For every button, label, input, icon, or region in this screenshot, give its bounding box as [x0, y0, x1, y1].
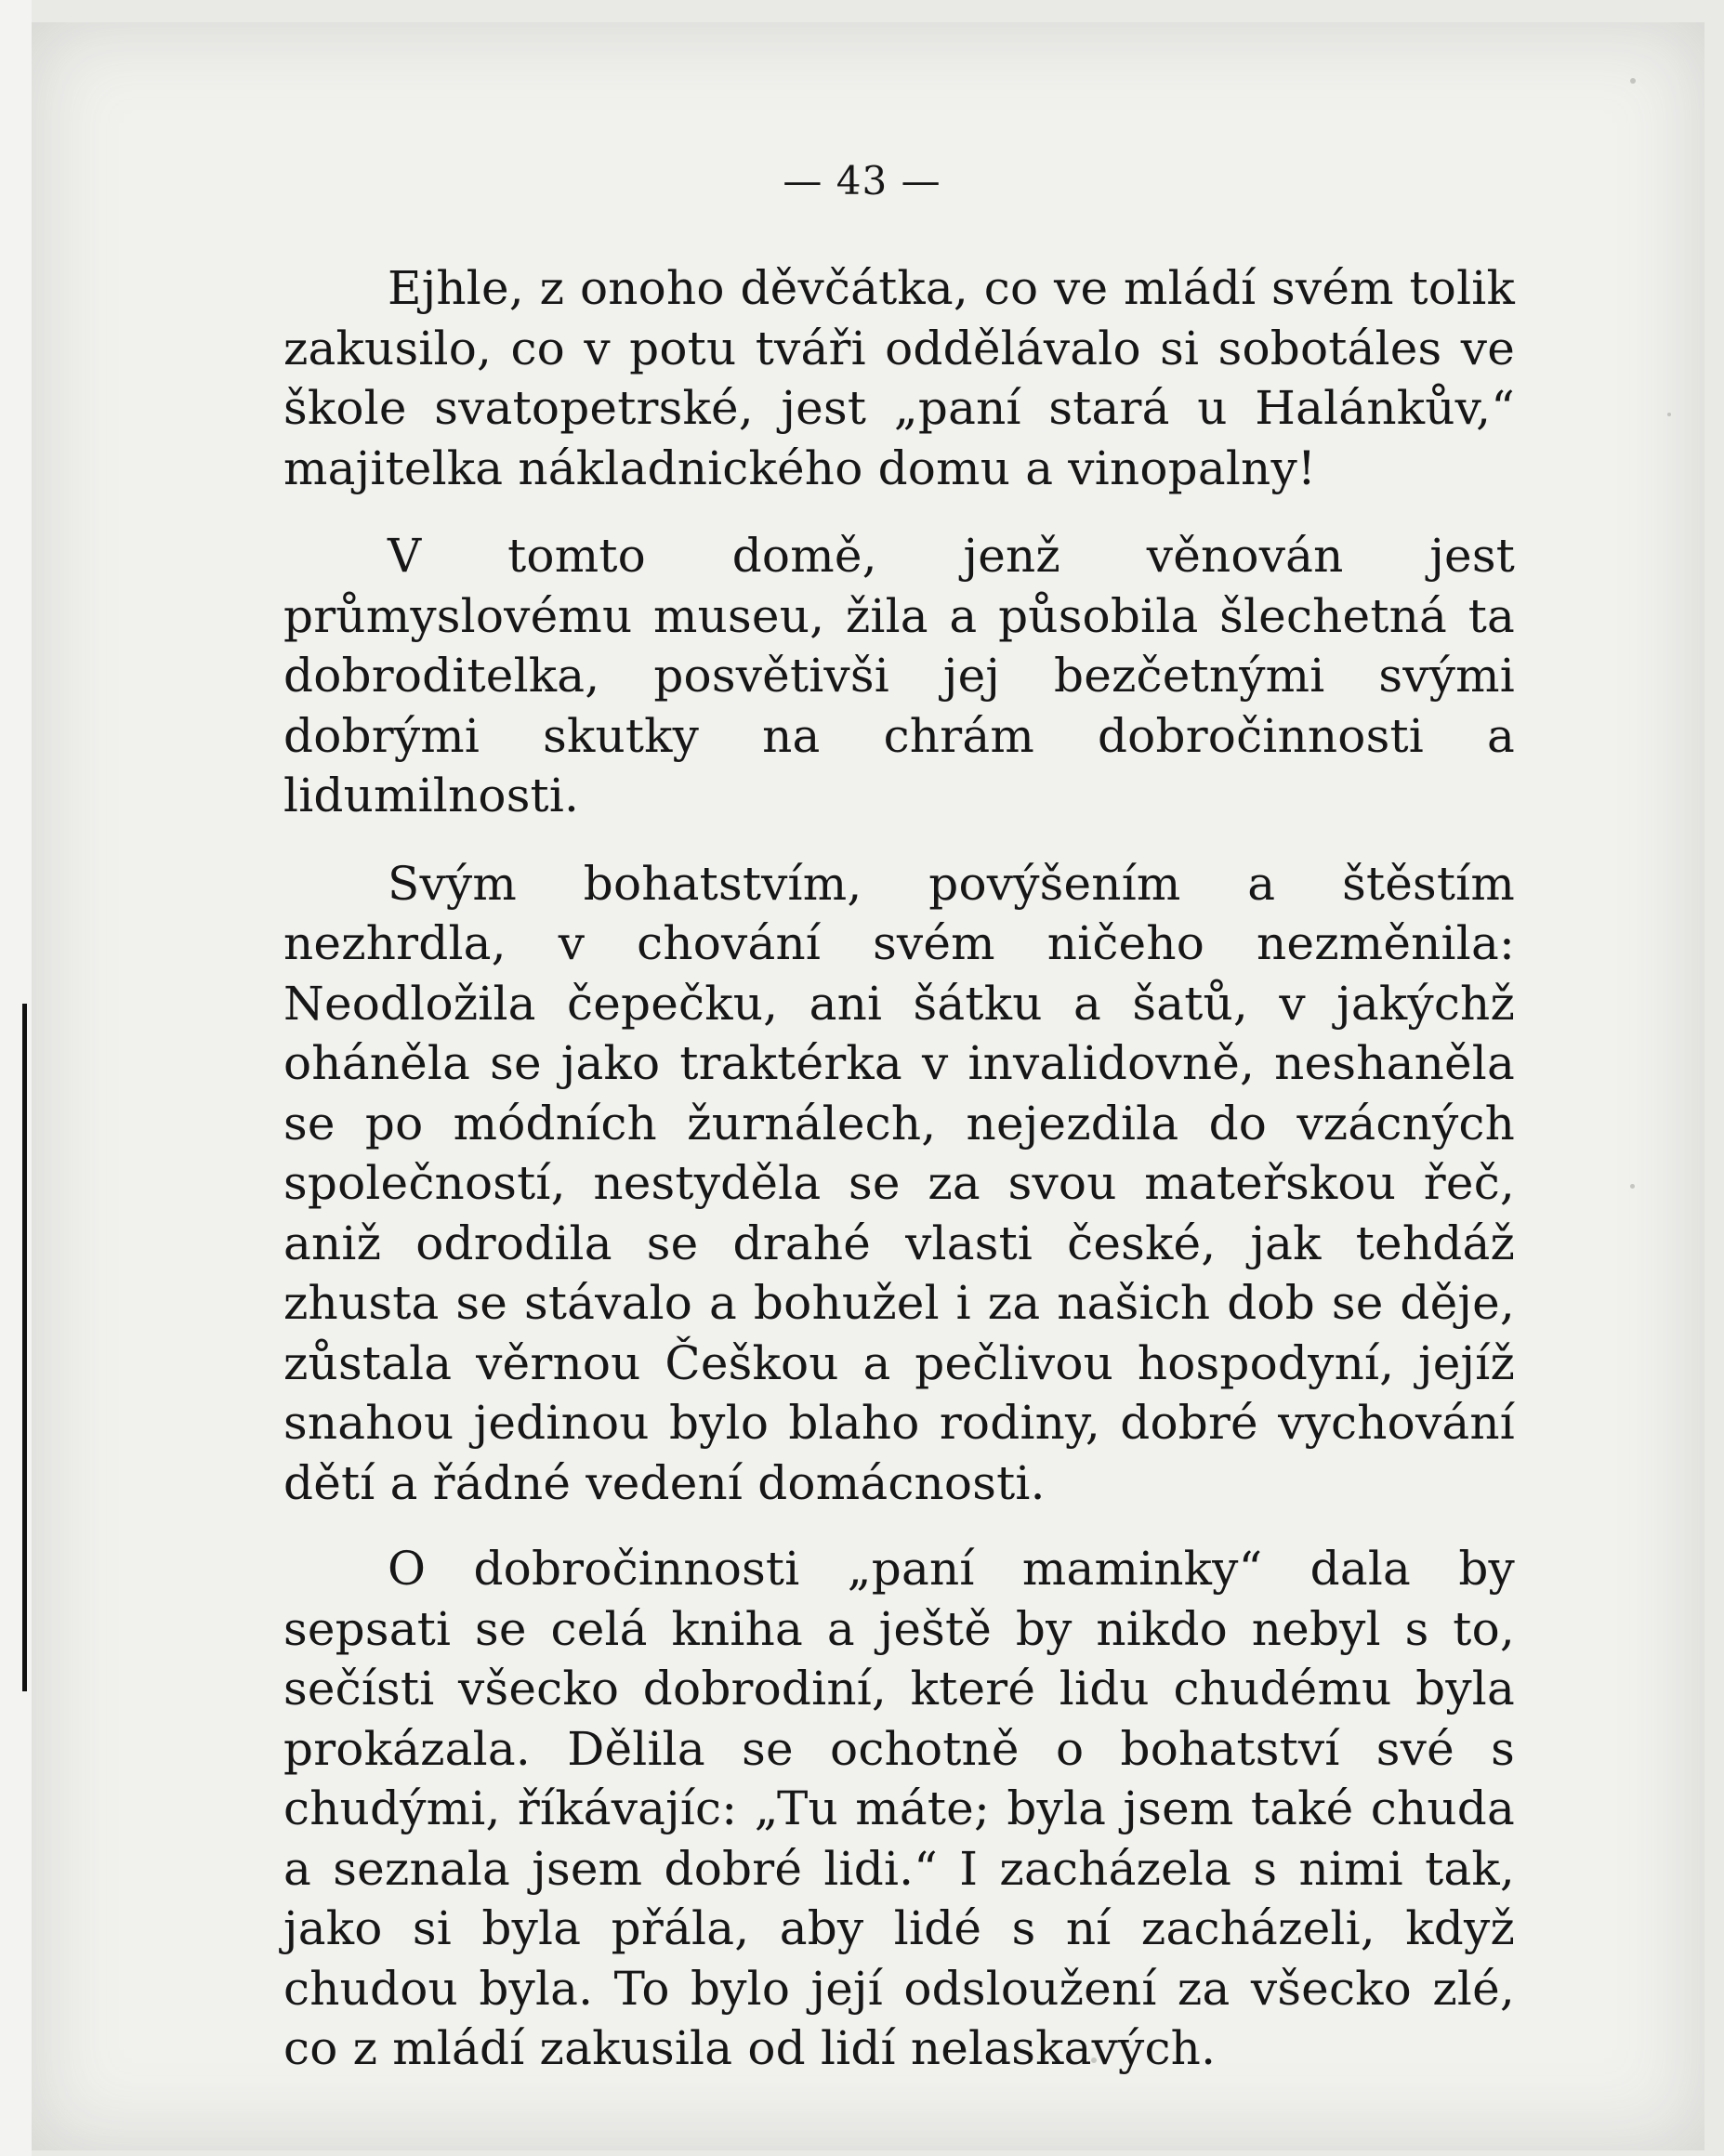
body-text	[283, 258, 1515, 2103]
paragraph: Ejhle, z onoho děvčátka, co ve mládí svém tolik zakusilo, co v potu tváři oddělávalo si sobotáles ve škole svatopetrské, jest „paní stará u Halánkův,“ majitelka nákladnického domu a vinopalny!	[283, 261, 1515, 495]
binding-edge	[22, 1004, 27, 1691]
paragraph: O dobročinnosti „paní maminky“ dala by sepsati se celá kniha a ještě by nikdo nebyl s to, sečísti všecko dobrodiní, které lidu chudému byla prokázala. Dělila se ochotně o bohatství své s chudými, říkávajíc: „Tu máte; byla jsem také chuda a seznala jsem dobré lidi.“ I zacházela s nimi tak, jako si byla přála, aby lidé s ní zacházeli, když chudou byla. To bylo její odsloužení za všecko zlé, co z mládí zakusila od lidí nelaskavých.	[283, 1542, 1515, 2075]
paper-speck	[1630, 78, 1636, 84]
paper-speck	[1667, 413, 1671, 416]
paragraph: Svým bohatstvím, povýšením a štěstím nezhrdla, v chování svém ničeho nezměnila: Neodložila čepečku, ani šátku a šatů, v jakýchž oháněla se jako traktérka v invalidovně, neshaněla se po módních žurnálech, nejezdila do vzácných společností, nestyděla se za svou mateřskou řeč, aniž odrodila se drahé vlasti české, jak tehdáž zhusta se stávalo a bohužel i za našich dob se děje, zůstala věrnou Češkou a pečlivou hospodyní, jejíž snahou jedinou bylo blaho rodiny, dobré vychování dětí a řádné vedení domácnosti.	[283, 856, 1515, 1510]
paper-speck	[1630, 1184, 1635, 1189]
page-number: — 43 —	[783, 158, 941, 204]
paragraph: V tomto domě, jenž věnován jest průmyslovému museu, žila a působila šlechetná ta dobroditelka, posvětivši jej bezčetnými svými dobrými skutky na chrám dobročinnosti a lidumilnosti.	[283, 529, 1515, 822]
